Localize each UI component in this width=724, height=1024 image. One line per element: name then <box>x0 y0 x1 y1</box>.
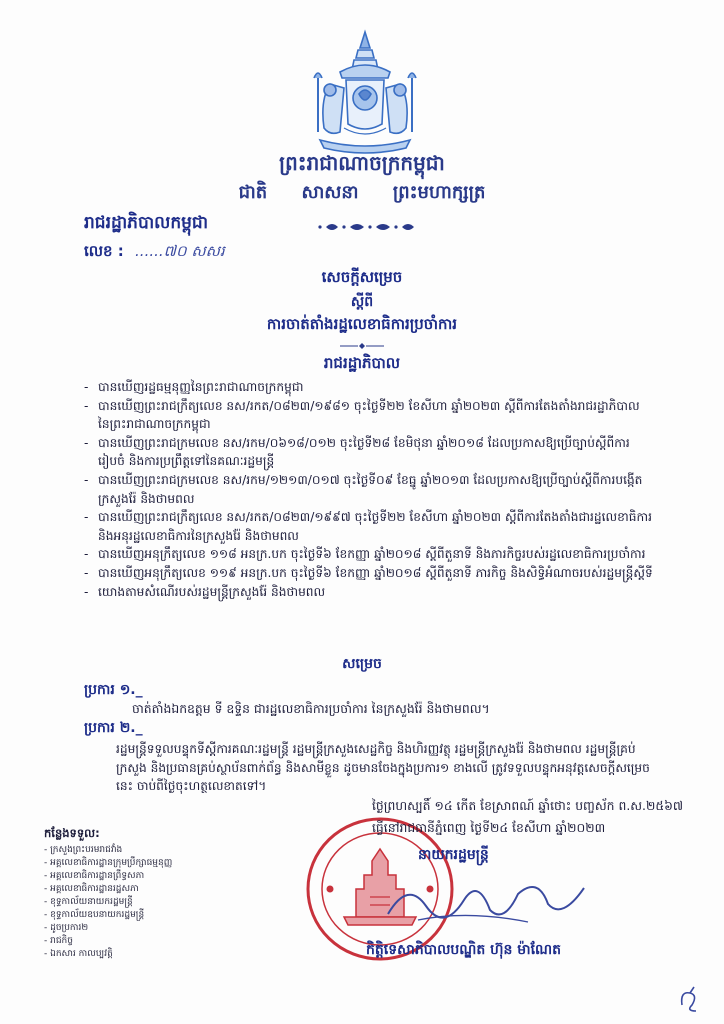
motto-religion: សាសនា <box>301 182 359 203</box>
recipient-item: - ខុទ្ទកាល័យឧបនាយករដ្ឋមន្ត្រី <box>44 910 145 920</box>
preamble-list <box>84 378 654 601</box>
preamble-item: - បានឃើញព្រះរាជក្រមលេខ នស/រកម/១២១៣/០១៧ ចុះថ្ងៃទី០៩ ខែធ្នូ ឆ្នាំ២០១៣ ដែលប្រកាសឱ្យប្រើច្បាប់ស្តីពីការបង្កើតក្រសួងរ៉ែ និងថាមពល <box>84 471 654 508</box>
preamble-item: - បានឃើញអនុក្រឹត្យលេខ ១១៨ អនក្រ.បក ចុះថ្ងៃទី៦ ខែកញ្ញា ឆ្នាំ២០១៨ ស្តីពីតួនាទី និងភារកិច្ចរបស់រដ្ឋលេខាធិការប្រចាំការ <box>84 545 654 564</box>
solar-date: ធ្វើនៅរាជធានីភ្នំពេញ ថ្ងៃទី២៤ ខែសីហា ឆ្នាំ២០២៣ <box>372 820 606 835</box>
ornament-divider-icon <box>312 221 422 233</box>
preamble-item: - យោងតាមសំណើរបស់រដ្ឋមន្ត្រីក្រសួងរ៉ែ និងថាមពល <box>84 583 654 602</box>
motto-king: ព្រះមហាក្សត្រ <box>392 182 486 203</box>
article-2-paragraph: រដ្ឋមន្ត្រីទទួលបន្ទុកទីស្តីការគណៈរដ្ឋមន្ត្រី រដ្ឋមន្ត្រីក្រសួងសេដ្ឋកិច្ច និងហិរញ្ញវត្ថុ រដ្ឋមន្ត្រីក្រសួងរ៉ែ និងថាមពល រដ្ឋមន្ត្រីគ្រប់ក្រសួង និងប្រធានគ្រប់ស្ថាប័នពាក់ព័ន្ធ និងសាមីខ្លួន ដូចមានចែងក្នុងប្រការ១ ខាងលើ ត្រូវទទួលបន្ទុកអនុវត្តសេចក្តីសម្រេចនេះ ចាប់ពីថ្ងៃចុះហត្ថលេខាតទៅ។ <box>116 742 650 794</box>
royal-arms-emblem-icon <box>300 28 430 158</box>
reference-number <box>84 242 225 264</box>
reference-label: លេខ : <box>84 242 124 260</box>
recipients-title: កន្លែងទទួល: <box>44 826 100 840</box>
title-divider-icon <box>340 343 384 349</box>
recipient-item: - អគ្គលេខាធិការដ្ឋានរដ្ឋសភា <box>44 884 139 894</box>
preamble-item: - បានឃើញរដ្ឋធម្មនុញ្ញនៃព្រះរាជាណាចក្រកម្ពុជា <box>84 378 654 397</box>
recipient-item: - ដូចប្រការ២ <box>44 923 89 933</box>
decision-subject: ការចាត់តាំងរដ្ឋលេខាធិការប្រចាំការ <box>266 315 458 333</box>
motto-nation: ជាតិ <box>238 182 268 203</box>
page-initial-icon <box>676 985 704 1015</box>
preamble-item: - បានឃើញព្រះរាជក្រឹត្យលេខ នស/រកត/០៨២៣/១៩៨១ ចុះថ្ងៃទី២២ ខែសីហា ឆ្នាំ២០២៣ ស្តីពីការតែងតាំងរាជរដ្ឋាភិបាល នៃព្រះរាជាណាចក្រកម្ពុជា <box>84 397 654 434</box>
preamble-item: - បានឃើញព្រះរាជក្រឹត្យលេខ នស/រកត/០៨២៣/១៩៩៧ ចុះថ្ងៃទី២២ ខែសីហា ឆ្នាំ២០២៣ ស្តីពីការតែងតាំងជារដ្ឋលេខាធិការ និងអនុរដ្ឋលេខាធិការនៃក្រសួងរ៉ែ និងថាមពល <box>84 508 654 545</box>
government-name: រាជរដ្ឋាភិបាលកម្ពុជា <box>84 213 209 233</box>
recipient-item: - ឯកសារ កាលប្បវត្តិ <box>44 949 113 959</box>
article-2-text <box>104 740 656 796</box>
decision-heading: សម្រេច <box>342 656 382 672</box>
decision-about: ស្តីពី <box>350 294 374 310</box>
lunar-date: ថ្ងៃព្រហស្បតិ៍ ១៤ កើត ខែស្រាពណ៍ ឆ្នាំថោះ បញ្ចស័ក ព.ស.២៥៦៧ <box>372 798 684 813</box>
recipient-item: - រាជកិច្ច <box>44 936 73 946</box>
preamble-item: - បានឃើញអនុក្រឹត្យលេខ ១១៩ អនក្រ.បក ចុះថ្ងៃទី៦ ខែកញ្ញា ឆ្នាំ២០១៨ ស្តីពីតួនាទី ភារកិច្ច និងសិទ្ធិអំណាចរបស់រដ្ឋមន្ត្រីស្តីទី <box>84 564 654 583</box>
signer-name: កិត្តិទេសាភិបាលបណ្ឌិត ហ៊ុន ម៉ាណែត <box>366 942 562 958</box>
article-1-text: ចាត់តាំងឯកឧត្តម ទី ឧទ្ទិន ជារដ្ឋលេខាធិការប្រចាំការ នៃក្រសួងរ៉ែ និងថាមពល។ <box>132 701 490 716</box>
signer-position: នាយករដ្ឋមន្ត្រី <box>418 847 489 863</box>
recipient-item: - ក្រសួងព្រះបរមរាជវាំង <box>44 845 123 855</box>
decision-title: សេចក្តីសម្រេច <box>321 268 403 286</box>
signature-icon <box>378 870 598 932</box>
council-heading: រាជរដ្ឋាភិបាល <box>323 354 401 372</box>
article-1-label: ប្រការ ១._ <box>84 682 143 698</box>
reference-value: ......៧០ សសរ <box>135 242 225 260</box>
recipient-item: - ខុទ្ទកាល័យនាយករដ្ឋមន្ត្រី <box>44 897 133 907</box>
recipients-list <box>44 844 172 961</box>
preamble-item: - បានឃើញព្រះរាជក្រមលេខ នស/រកម/០៦១៨/០១២ ចុះថ្ងៃទី២៨ ខែមិថុនា ឆ្នាំ២០១៨ ដែលប្រកាសឱ្យប្រើច្បាប់ស្តីពីការរៀបចំ និងការប្រព្រឹត្តទៅនៃគណៈរដ្ឋមន្ត្រី <box>84 434 654 471</box>
recipient-item: - អគ្គលេខាធិការដ្ឋានក្រុមប្រឹក្សាធម្មនុញ្ញ <box>44 858 173 868</box>
article-2-label: ប្រការ ២._ <box>84 720 143 736</box>
kingdom-title: ព្រះរាជាណាចក្រកម្ពុជា <box>279 151 445 175</box>
national-motto <box>0 180 724 207</box>
recipient-item: - អគ្គលេខាធិការដ្ឋានព្រឹទ្ធសភា <box>44 871 145 881</box>
